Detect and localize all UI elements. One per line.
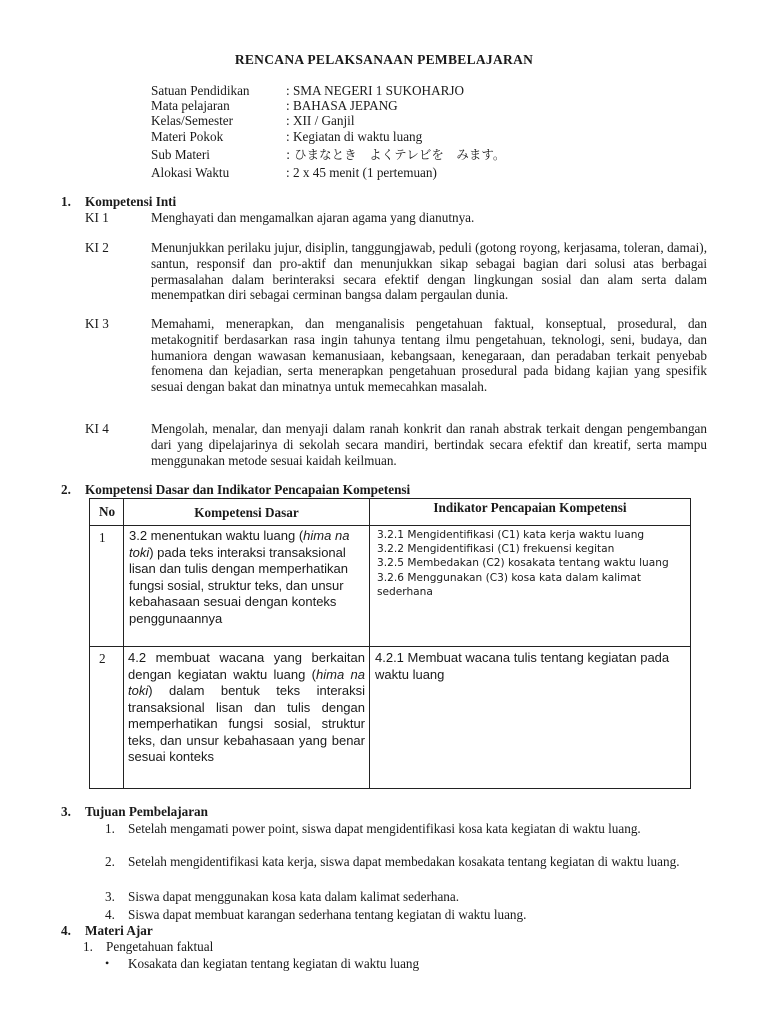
kd-text: ) pada teks interaksi transaksional lisan dan tulis dengan memperhatikan fungsi sosial, struktur teks, dan unsur kebahasaan sesuai dengan konteks penggunaannya xyxy=(129,544,348,626)
section-title: Kompetensi Dasar dan Indikator Pencapaian Kompetensi xyxy=(85,482,411,497)
ipk-item: 3.2.5 Membedakan (C2) kosakata tentang waktu luang xyxy=(377,557,669,570)
ki-text: Menunjukkan perilaku jujur, disiplin, tanggungjawab, peduli (gotong royong, kerjasama, toleran, damai), santun, responsif dan pro-aktif dan menunjukkan sikap sebagai bagian dari solusi atas berbagai permasalahan dalam berinteraksi secara efektif dengan lingkungan sosial dan alam serta dalam menempatkan diri sebagai cerminan bangsa dalam pergaulan dunia. xyxy=(151,240,707,303)
identity-label: Mata pelajaran xyxy=(151,98,230,113)
section-title: Tujuan Pembelajaran xyxy=(85,804,208,819)
table-row xyxy=(90,647,691,789)
identity-label: Alokasi Waktu xyxy=(151,165,230,180)
row-number: 2 xyxy=(90,647,124,789)
identity-label: Kelas/Semester xyxy=(151,113,234,128)
ki-text: Memahami, menerapkan, dan menganalisis pengetahuan faktual, konseptual, prosedural, dan metakognitif berdasarkan rasa ingin tahunya tentang ilmu pengetahuan, teknologi, seni, budaya, dan humaniora dengan wawasan kemanusiaan, kebangsaan, kenegaraan, dan peradaban terkait penyebab fenomena dan kejadian, serta menerapkan pengetahuan prosedural pada bidang kajian yang spesifik sesuai dengan bakat dan minatnya untuk memecahkan masalah. xyxy=(151,316,707,395)
identity-value: : Kegiatan di waktu luang xyxy=(286,129,423,144)
sub-list-item xyxy=(83,938,683,956)
ipk-item: 3.2.2 Mengidentifikasi (C1) frekuensi kegitan xyxy=(377,543,615,556)
section-heading-kompetensi-dasar xyxy=(61,482,410,498)
identity-value: : ひまなとき よくテレビを みます。 xyxy=(286,147,506,162)
section-heading-tujuan xyxy=(61,804,208,820)
column-header-kd: Kompetensi Dasar xyxy=(124,499,370,526)
row-number: 1 xyxy=(90,526,124,647)
section-title: Kompetensi Inti xyxy=(85,194,177,209)
identity-label: Materi Pokok xyxy=(151,129,224,144)
section-heading-materi-ajar xyxy=(61,923,153,939)
list-item xyxy=(105,820,705,856)
ki-code: KI 4 xyxy=(85,421,109,436)
ipk-item: 4.2.1 Membuat wacana tulis tentang kegiatan pada waktu luang xyxy=(375,650,670,682)
kd-cell xyxy=(124,647,370,789)
ipk-item: 3.2.1 Mengidentifikasi (C1) kata kerja waktu luang xyxy=(377,529,645,541)
list-text: Setelah mengidentifikasi kata kerja, siswa dapat membedakan kosakata tentang kegiatan di waktu luang. xyxy=(128,854,680,869)
kd-text: 3.2 menentukan waktu luang ( xyxy=(129,528,304,543)
list-number: 1. xyxy=(83,939,93,954)
document-title: RENCANA PELAKSANAAN PEMBELAJARAN xyxy=(234,52,534,67)
column-header-no: No xyxy=(90,499,124,526)
kd-text: ) dalam bentuk teks interaksi transaksional lisan dan tulis dengan memperhatikan fungsi sosial, struktur teks, dan unsur kebahasaan yang benar sesuai konteks xyxy=(128,683,365,764)
list-text: Setelah mengamati power point, siswa dapat mengidentifikasi kosa kata kegiatan di waktu luang. xyxy=(128,821,641,836)
list-number: 1. xyxy=(105,821,115,836)
bullet-icon: • xyxy=(105,956,110,970)
table-row xyxy=(90,526,691,647)
section-number: 3. xyxy=(61,804,71,819)
list-item xyxy=(105,906,705,924)
ki-text: Menghayati dan mengamalkan ajaran agama yang dianutnya. xyxy=(151,210,475,225)
ki-code: KI 3 xyxy=(85,316,109,331)
list-item xyxy=(105,853,705,889)
kd-term: hima na toki xyxy=(129,528,350,560)
kd-text: 4.2 membuat wacana yang berkaitan dengan kegiatan waktu luang ( xyxy=(128,650,365,682)
section-number: 2. xyxy=(61,482,71,497)
identity-value: : 2 x 45 menit (1 pertemuan) xyxy=(286,165,437,180)
section-title: Materi Ajar xyxy=(85,923,153,938)
list-text: Siswa dapat menggunakan kosa kata dalam kalimat sederhana. xyxy=(128,889,460,904)
list-number: 2. xyxy=(105,854,115,869)
identity-value: : BAHASA JEPANG xyxy=(286,98,398,113)
ki-code: KI 1 xyxy=(85,210,109,225)
ipk-item: 3.2.6 Menggunakan (C3) kosa kata dalam kalimat sederhana xyxy=(377,571,642,598)
identity-label: Sub Materi xyxy=(151,147,210,162)
section-number: 4. xyxy=(61,923,71,938)
kd-table xyxy=(89,498,691,789)
ipk-cell xyxy=(370,647,691,789)
table-header-row xyxy=(90,499,691,526)
bullet-text: Kosakata dan kegiatan tentang kegiatan di waktu luang xyxy=(128,956,420,971)
identity-value: : SMA NEGERI 1 SUKOHARJO xyxy=(286,83,465,98)
section-number: 1. xyxy=(61,194,71,209)
list-item xyxy=(105,888,705,906)
list-number: 4. xyxy=(105,907,115,922)
bullet-item xyxy=(105,955,705,973)
list-text: Pengetahuan faktual xyxy=(106,939,214,954)
ki-text: Mengolah, menalar, dan menyaji dalam ranah konkrit dan ranah abstrak terkait dengan pengembangan dari yang dipelajarinya di sekolah secara mandiri, bertindak secara efektif dan kreatif, serta mampu menggunakan metode sesuai kaidah keilmuan. xyxy=(151,421,707,468)
list-text: Siswa dapat membuat karangan sederhana tentang kegiatan di waktu luang. xyxy=(128,907,527,922)
ipk-cell xyxy=(370,526,691,647)
ki-code: KI 2 xyxy=(85,240,109,255)
kd-term: hima na toki xyxy=(128,666,365,698)
kd-cell xyxy=(124,526,370,647)
section-heading-kompetensi-inti xyxy=(61,194,176,210)
column-header-ipk: Indikator Pencapaian Kompetensi xyxy=(370,499,691,526)
identity-label: Satuan Pendidikan xyxy=(151,83,250,98)
list-number: 3. xyxy=(105,889,115,904)
identity-value: : XII / Ganjil xyxy=(286,113,355,128)
